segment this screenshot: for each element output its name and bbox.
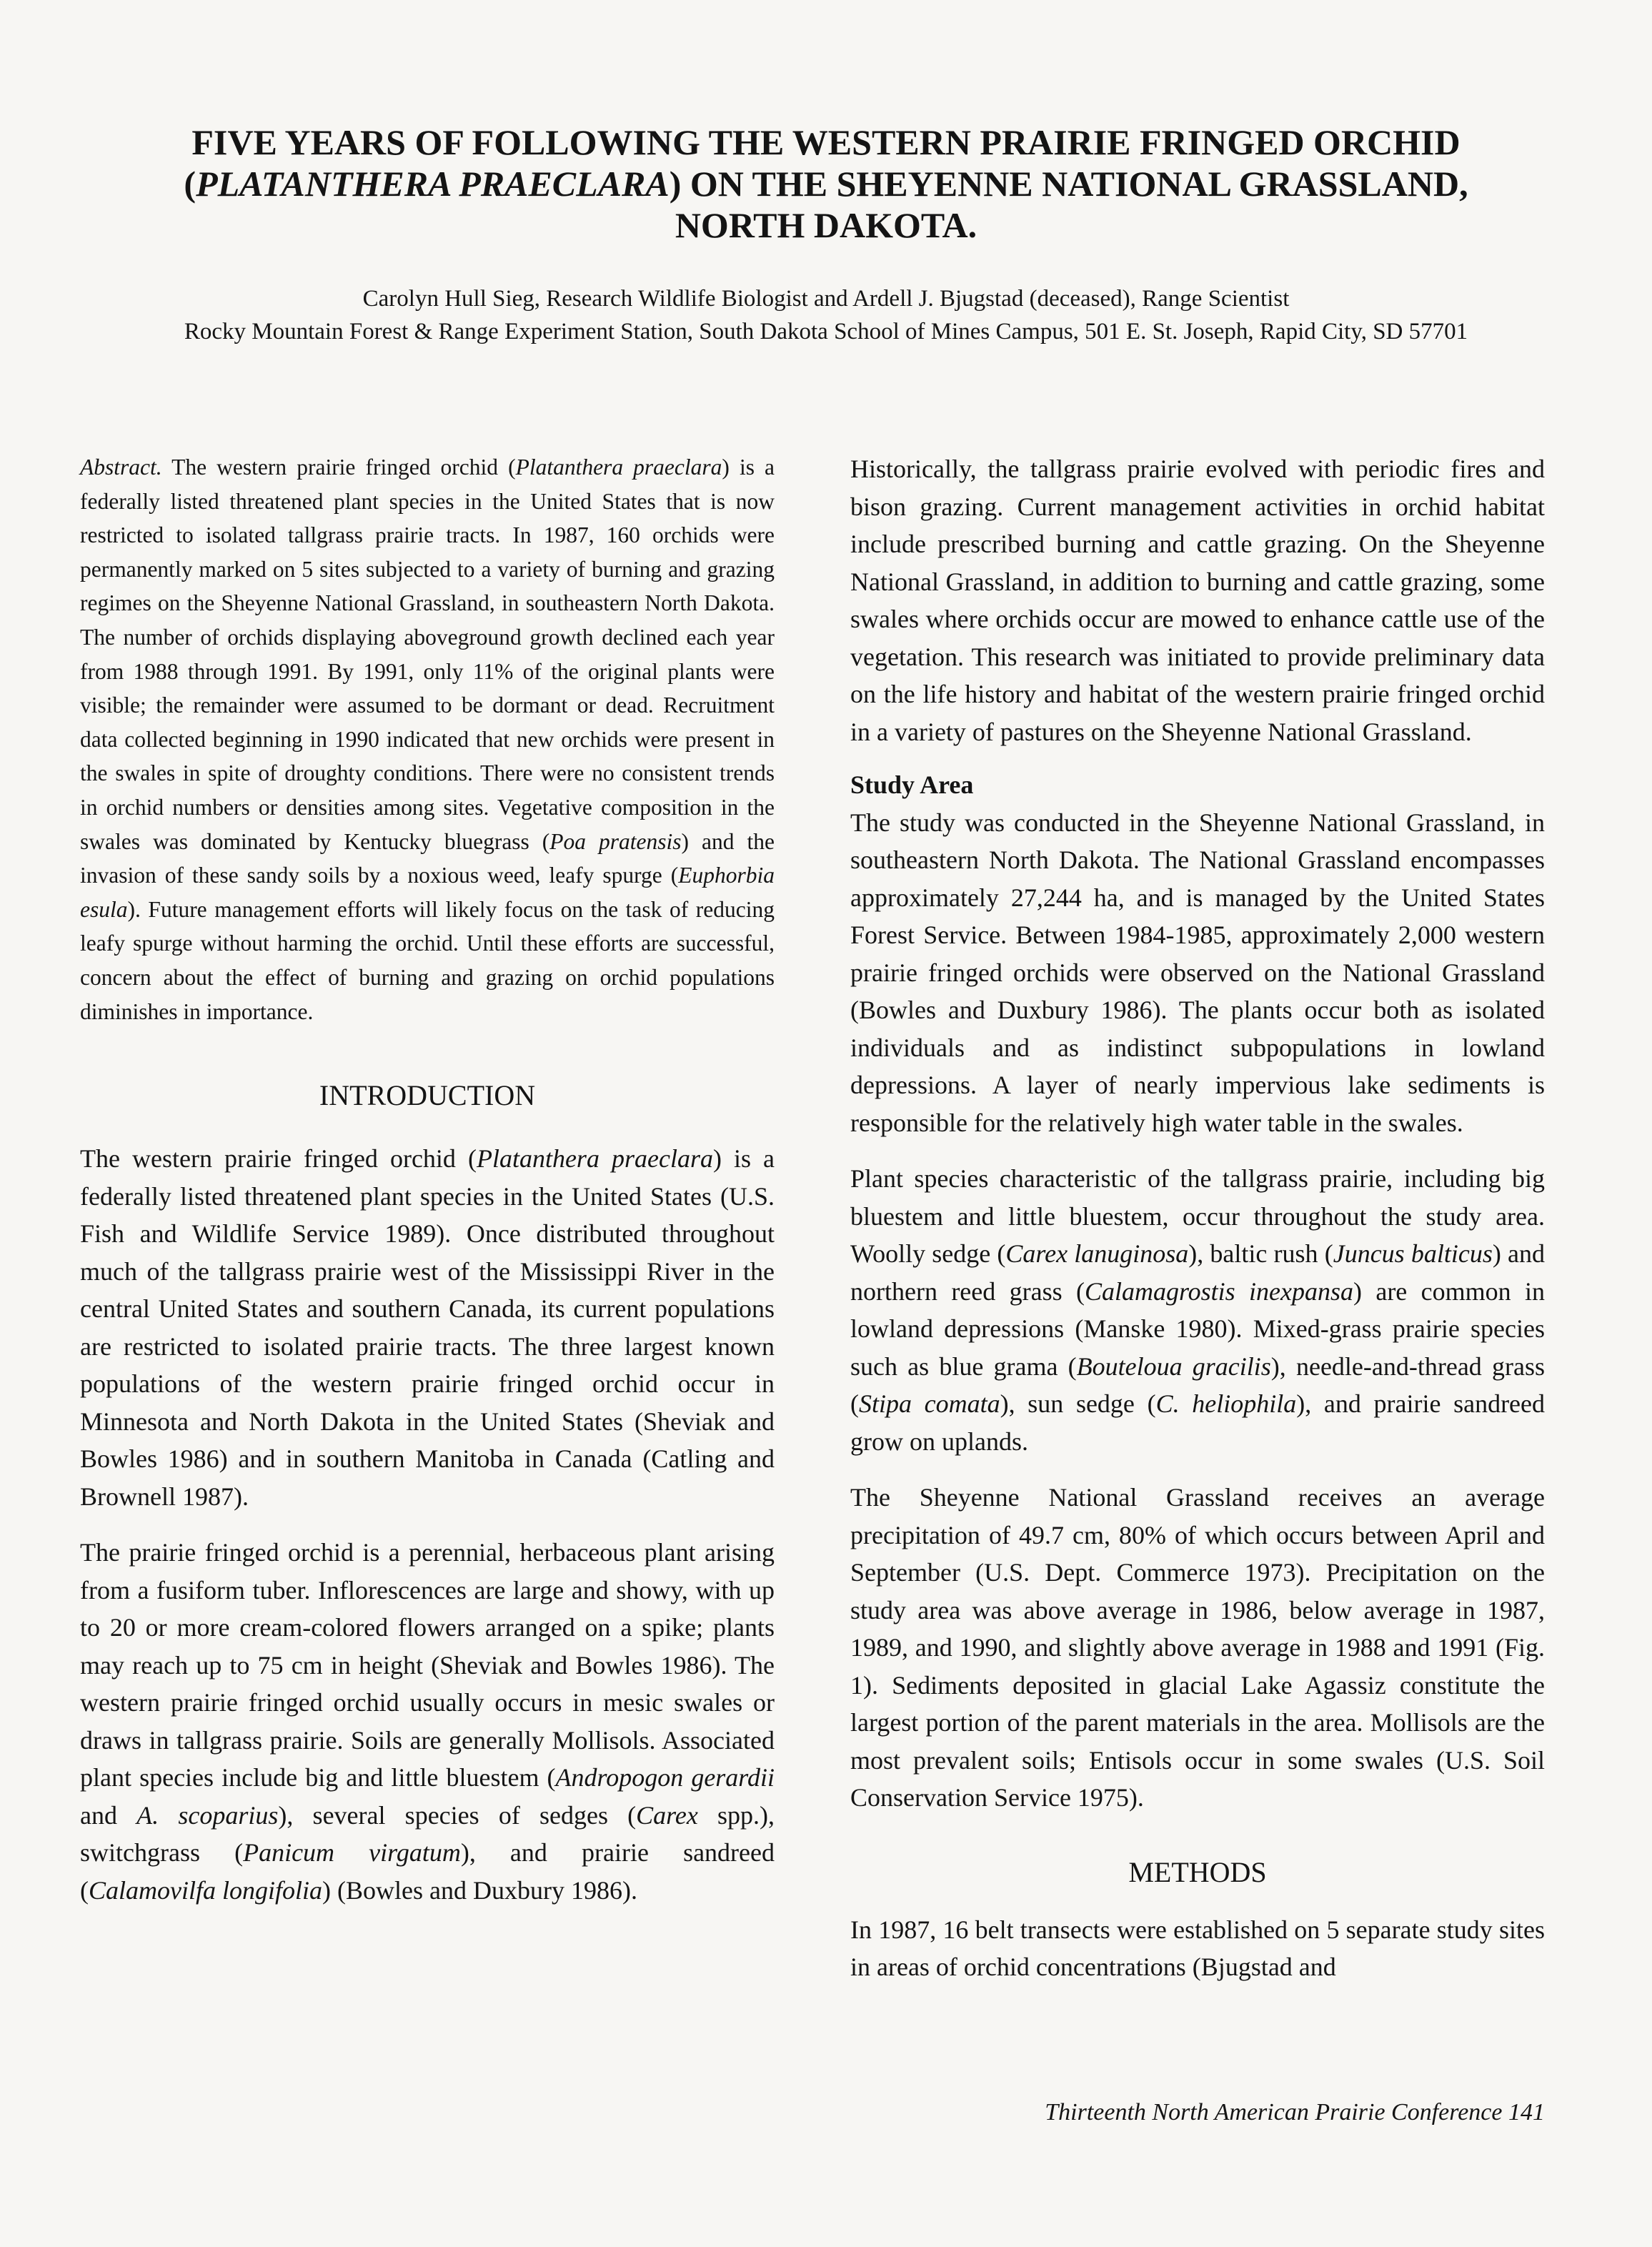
species-name: Platanthera praeclara [476,1144,713,1174]
plant-species-paragraph [850,1160,1545,1460]
title-line-2-rest: ) ON THE SHEYENNE NATIONAL GRASSLAND, [669,164,1468,204]
paragraph-text: ), several species of sedges ( [278,1800,637,1830]
methods-heading: METHODS [1128,1855,1267,1888]
study-area-heading: Study Area [850,770,974,799]
paragraph-text: ) and northern reed grass ( [850,1239,1546,1306]
paragraph-text: ) (Bowles and Duxbury 1986). [322,1875,637,1905]
species-name: A. scoparius [136,1800,279,1830]
paragraph-text: ) is a federally listed threatened plant species in the United States (U.S. Fish and Wildlife Service 1989). Once distributed throughout much of the tallgrass prairie west of the Mississippi River in the central United States and southern Canada, its current populations are restricted to isolated prairie tracts. The three largest known populations of the western prairie fringed orchid occur in Minnesota and North Dakota in the United States (Sheviak and Bowles 1986) and in southern Manitoba in Canada (Catling and Brownell 1987). [80,1144,775,1511]
abstract-label: Abstract. [80,455,162,480]
species-name: Bouteloua gracilis [1076,1351,1271,1381]
species-name: Calamovilfa longifolia [89,1875,323,1905]
introduction-paragraph-1 [80,1140,775,1515]
paragraph-text: spp.), switchgrass ( [80,1800,775,1867]
species-name: Carex lanuginosa [1005,1239,1189,1268]
species-name: Stipa comata [859,1389,1000,1418]
author-block [71,282,1581,348]
precipitation-paragraph: The Sheyenne National Grassland receives an average precipitation of 49.7 cm, 80% of which occurs between April and September (U.S. Dept. Commerce 1973). Precipitation on the study area was above average in 1986, below average in 1987, 1989, and 1990, and slightly above average in 1988 and 1991 (Fig. 1). Sediments deposited in glacial Lake Agassiz constitute the largest portion of the parent materials in the area. Mollisols are the most prevalent soils; Entisols occur in some swales (U.S. Soil Conservation Service 1975). [850,1483,1545,1812]
paragraph-text: The prairie fringed orchid is a perennial, herbaceous plant arising from a fusiform tuber. Inflorescences are large and showy, with up to 20 or more cream-colored flowers arranged on a spike; plants may reach up to 75 cm in height (Sheviak and Bowles 1986). The western prairie fringed orchid usually occurs in mesic swales or draws in tallgrass prairie. Soils are generally Mollisols. Associated plant species include big and little bluestem ( [80,1538,775,1792]
page-footer: Thirteenth North American Prairie Conference 141 [1045,2099,1545,2126]
right-column [850,450,1545,1986]
title-line-1: FIVE YEARS OF FOLLOWING THE WESTERN PRAIRIE FRINGED ORCHID [191,122,1461,162]
paragraph-text: Plant species characteristic of the tallgrass prairie, including big bluestem and little bluestem, occur throughout the study area. Woolly sedge ( [850,1164,1545,1268]
left-column [80,450,775,1909]
abstract-text: ) and the invasion of these sandy soils by a noxious weed, leafy spurge ( [80,828,775,888]
species-name: Andropogon gerardii [555,1763,775,1792]
abstract-text: ). Future management efforts will likely focus on the task of reducing leafy spurge without harming the orchid. Until these efforts are successful, concern about the effect of burning and grazing on orchid populations diminishes in importance. [80,896,775,1024]
paragraph-text: ), and prairie sandreed ( [80,1838,775,1905]
paragraph-text: ), needle-and-thread grass ( [850,1351,1545,1418]
species-name: C. heliophila [1155,1389,1297,1418]
title-paren: ( [184,164,196,204]
paragraph-text: and [80,1800,137,1830]
study-area-paragraph: The study was conducted in the Sheyenne National Grassland, in southeastern North Dakota. The National Grassland encompasses approximately 27,244 ha, and is managed by the United States Forest Service. Between 1984-1985, approximately 2,000 western prairie fringed orchids were observed on the National Grassland (Bowles and Duxbury 1986). The plants occur both as isolated individuals and as indistinct subpopulations in lowland depressions. A layer of nearly impervious lake sediments is responsible for the relatively high water table in the swales. [850,808,1545,1137]
abstract-species: Poa pratensis [549,828,682,854]
species-name: Calamagrostis inexpansa [1084,1276,1353,1306]
abstract-species: Platanthera praeclara [515,455,722,480]
species-name: Carex [636,1800,698,1830]
abstract-text: ) is a federally listed threatened plant species in the United States that is now restricted to isolated tallgrass prairie tracts. In 1987, 160 orchids were permanently marked on 5 sites subjected to a variety of burning and grazing regimes on the Sheyenne National Grassland, in southeastern North Dakota. The number of orchids displaying aboveground growth declined each year from 1988 through 1991. By 1991, only 11% of the original plants were visible; the remainder were assumed to be dormant or dead. Recruitment data collected beginning in 1990 indicated that new orchids were present in the swales in spite of droughty conditions. There were no consistent trends in orchid numbers or densities among sites. Vegetative composition in the swales was dominated by Kentucky bluegrass ( [80,455,775,854]
paragraph-text: The western prairie fringed orchid ( [80,1144,477,1174]
title-species: PLATANTHERA PRAECLARA [196,164,670,204]
abstract [80,450,775,1028]
title-line-3: NORTH DAKOTA. [675,205,977,245]
author-names: Carolyn Hull Sieg, Research Wildlife Biologist and Ardell J. Bjugstad (deceased), Range Scientist [362,286,1290,312]
paragraph-text: ), and prairie sandreed grow on uplands. [850,1389,1546,1456]
species-name: Juncus balticus [1333,1239,1493,1268]
species-name: Panicum virgatum [243,1838,461,1867]
introduction-paragraph-2 [80,1534,775,1909]
author-affiliation: Rocky Mountain Forest & Range Experiment Station, South Dakota School of Mines Campus, 501 E. St. Joseph, Rapid City, SD 57701 [184,319,1468,344]
paragraph-text: ) are common in lowland depressions (Manske 1980). Mixed-grass prairie species such as blue grama ( [850,1276,1545,1381]
introduction-heading: INTRODUCTION [319,1079,536,1112]
paragraph-text: ), baltic rush ( [1188,1239,1333,1268]
history-paragraph: Historically, the tallgrass prairie evolved with periodic fires and bison grazing. Current management activities in orchid habitat include prescribed burning and cattle grazing. On the Sheyenne National Grassland, in addition to burning and cattle grazing, some swales where orchids occur are mowed to enhance cattle use of the vegetation. This research was initiated to provide preliminary data on the life history and habitat of the western prairie fringed orchid in a variety of pastures on the Sheyenne National Grassland. [850,455,1545,746]
paper-title [107,121,1545,246]
abstract-text: The western prairie fringed orchid ( [161,455,516,480]
methods-paragraph: In 1987, 16 belt transects were established on 5 separate study sites in areas of orchid concentrations (Bjugstad and [850,1915,1545,1981]
abstract-species: Euphorbia esula [80,863,775,922]
paragraph-text: ), sun sedge ( [1000,1389,1156,1418]
title-line-2 [107,163,1545,204]
